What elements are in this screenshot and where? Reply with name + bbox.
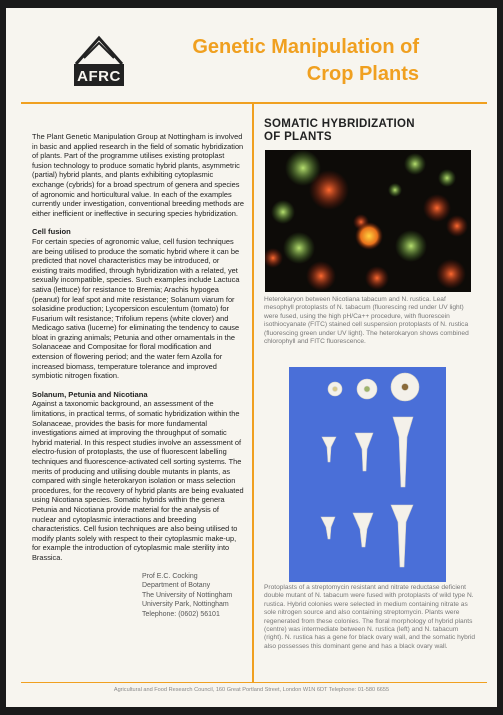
author-signature (142, 572, 244, 620)
solanum-heading: Solanum, Petunia and Nicotiana (32, 389, 148, 399)
intro-paragraph: The Plant Genetic Manipulation Group at Nottingham is involved in basic and applied research in the field of somatic hybridization of plants. Part of the programme utilises existing protoplast fusion technology to produce somatic hybrid plants, asymmetric (partial) hybrid plants, and plants exhibiting cytoplasmic exchange (cybrids) for a broad spectrum of genera and species of agronomic and horticultural value. In each of the examples currently under investigation, conventional breeding methods are either inefficient or ineffective in securing species hybridization. (32, 132, 244, 218)
document-page (6, 8, 497, 707)
section-title (264, 118, 484, 144)
flowers-caption: Protoplasts of a streptomycin resistant and nitrate reductase deficient double mutant of N. tabacum were fused with protoplasts of wild type N. rustica. Hybrid colonies were selected in medium containing nitrate as sole nitrogen source and also containing streptomycin. Plants were regenerated from these colonies. The floral morphology of hybrid plants (centre) was intermediate between N. rustica (left) and N. tabacum (right). N. rustica has a gene for black ovary wall, and the somatic hybrid also possesses this dominant gene and has a black ovary wall. (264, 584, 476, 650)
column-divider (252, 104, 254, 682)
logo-text: AFRC (77, 68, 121, 85)
title-line-2: Crop Plants (306, 63, 419, 85)
heterokaryon-micrograph (265, 150, 471, 292)
footer-address: Agricultural and Food Research Council, 160 Great Portland Street, London W1N 6DT Telephone: 01-580 6655 (113, 687, 390, 693)
poster-title (119, 34, 419, 88)
signature-line: The University of Nottingham (142, 591, 233, 599)
signature-line: Prof E.C. Cocking (142, 572, 198, 580)
micrograph-caption: Heterokaryon between Nicotiana tabacum and N. rustica. Leaf mesophyll protoplasts of N. tabacum (fluorescing red under UV light) were fused, using the high pH/Ca++ procedure, with fluorescein isothiocyanate (FITC) stained cell suspension protoplasts of N. rustica (fluorescing green under UV light). The heterokaryon shows combined chlorophyll and FITC fluorescence. (264, 296, 469, 346)
cell-fusion-paragraph: For certain species of agronomic value, cell fusion techniques are being utilised to produce the somatic hybrid where it can be predicted that novel characteristics may be introduced, or existing traits modified, through hybridization with a related, yet sexually incompatible, species. Such examples include Lactuca sativa (lettuce) for resistance to Bremia; Arachis hypogea (peanut) for leaf spot and mite resistance; Solanum viarum for solasidine production; Lycopersicon esculentum (tomato) for Fusarium wilt resistance; Trifolium repens (white clover) and Medicago sativa (lucerne) for eliminating the tendency to cause bloat in grazing animals; Petunia and other ornamentals in the Solanaceae and Compositae for floral modification and extension of flowering period; and the water fern Azolla for increased biomass, temperature tolerance and improved symbiotic nitrogen fixation. (32, 236, 240, 381)
cell-fusion-heading: Cell fusion (32, 227, 71, 237)
solanum-paragraph: Against a taxonomic background, an assessment of the limitations, in practical terms, of somatic hybridization within the Solanaceae, provides the basis for more fundamental investigations aimed at improving the throughput of somatic hybrid material. In this respect studies involve an assessment of electro-fusion of protoplasts, the use of fluorescent labelling techniques and fluorescence-activated cell sorting systems. The merits of producing and utilising double mutants in plants, as compared with single heterokaryon isolation or mass selection procedures, for the recovery of hybrid plants are being evaluated using Nicotiana species. Somatic hybrids within the genera Petunia and Nicotiana provide material for the analysis of nuclear and cytoplasmic interactions and breeding characteristics. Cell fusion techniques are also being utilised to modify plants solely with respect to their cytoplasmic make-up, for example the introduction of cytoplasmic male sterility into Brassica. (32, 399, 244, 562)
left-column (32, 132, 244, 619)
top-divider (21, 102, 487, 104)
micrograph-image (265, 150, 471, 292)
bottom-divider (21, 682, 487, 683)
signature-line: Department of Botany (142, 582, 211, 590)
flowers-image (289, 367, 446, 582)
flowers-photograph (289, 367, 446, 582)
signature-line: Telephone: (0602) 56101 (142, 610, 220, 618)
title-line-1: Genetic Manipulation of (192, 36, 419, 58)
section-title-line-1: SOMATIC HYBRIDIZATION (264, 118, 415, 130)
section-title-line-2: OF PLANTS (264, 131, 332, 143)
signature-line: University Park, Nottingham (142, 601, 229, 609)
